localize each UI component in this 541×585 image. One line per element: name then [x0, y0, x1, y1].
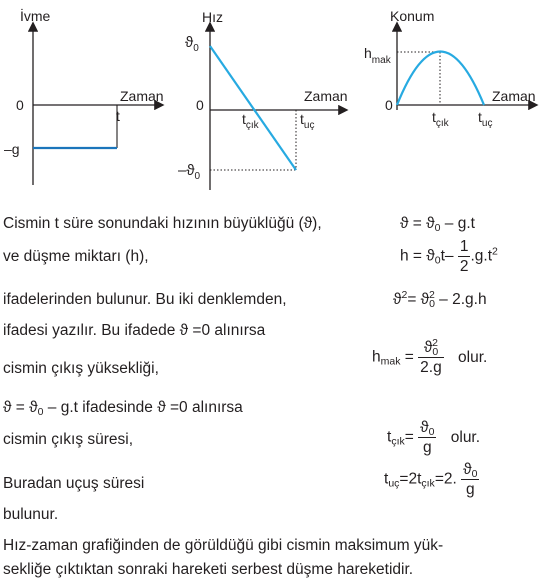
equation-tuc: $t_{uç}=2t_{çık}=2$. $\frac{ϑ_0}{g}$ [384, 461, 478, 498]
text-line-9: bulunur. [3, 506, 59, 523]
equation-hmak: $h_{mak}$ = $\frac{ϑ_0^2}{2.g}$ olur. [372, 337, 488, 376]
text-line-1: Cismin t süre sonundaki hızının büyüklüğü (ϑ), [3, 215, 322, 232]
fraction-tuc: $\frac{ϑ_0}{g}$ [463, 461, 478, 498]
velocity-origin-label: 0 [196, 97, 204, 113]
acceleration-graph [4, 7, 164, 185]
text-line-4: ifadesi yazılır. Bu ifadede ϑ =0 alınırsa [3, 322, 266, 339]
velocity-x-label: Zaman [304, 88, 348, 104]
text-line-8: Buradan uçuş süresi [3, 475, 145, 492]
accel-origin-label: 0 [16, 97, 24, 113]
text-line-3: ifadelerinden bulunur. Bu iki denklemden, [3, 291, 287, 308]
fraction-tcik: $\frac{ϑ_0}{g}$ [420, 419, 435, 456]
equation-timeless: $ϑ^2= ϑ_0^2 - 2.g.h$ [393, 289, 487, 310]
velocity-v0-label: $ϑ_0$ [185, 34, 199, 54]
text-line-5: cismin çıkış yüksekliği, [3, 360, 159, 377]
fraction-half: $\frac{1}{2}$ [459, 238, 469, 275]
position-origin-label: 0 [385, 97, 393, 113]
position-graph [364, 8, 536, 129]
accel-t-label: t [116, 108, 120, 124]
velocity-tuc-label: $t_{uç}$ [300, 111, 315, 131]
text-line-7: cismin çıkış süresi, [3, 431, 134, 448]
position-hmak-label: $h_{mak}$ [364, 45, 391, 66]
velocity-line [210, 46, 296, 170]
text-line-6: $ϑ = ϑ_0 - g.t$ ifadesinde ϑ =0 alınırsa [3, 399, 243, 418]
equation-tcik: $t_{çık}=$ $\frac{ϑ_0}{g}$ olur. [387, 419, 481, 456]
position-tcik-label: $t_{çık}$ [432, 109, 449, 129]
text-line-2: ve düşme miktarı (h), [3, 248, 149, 265]
position-tuc-label: $t_{uç}$ [478, 109, 493, 129]
velocity-y-label: Hız [202, 9, 223, 25]
position-y-label: Konum [390, 8, 435, 24]
text-line-11: sekliğe çıktıktan sonraki hareketi serbest düşme hareketidir. [3, 561, 414, 578]
text-line-10: Hız-zaman grafiğinden de görüldüğü gibi cismin maksimum yük- [3, 537, 444, 554]
equation-displacement: $h = ϑ_0t-$ $\frac{1}{2}$ $.g.t^2$ [400, 238, 498, 275]
position-x-label: Zaman [492, 88, 536, 104]
velocity-tcik-label: $t_{çık}$ [242, 111, 259, 131]
equation-velocity: $ϑ = ϑ_0 - g.t$ [400, 215, 475, 234]
velocity-neg-v0-label: $-ϑ_0$ [178, 162, 201, 182]
velocity-graph [178, 9, 348, 190]
fraction-hmak: $\frac{ϑ_0^2}{2.g}$ [420, 337, 442, 376]
accel-y-label: İvme [20, 8, 51, 24]
graphs-figure [0, 0, 541, 215]
accel-value-label: –g [4, 141, 20, 157]
accel-x-label: Zaman [120, 88, 164, 104]
